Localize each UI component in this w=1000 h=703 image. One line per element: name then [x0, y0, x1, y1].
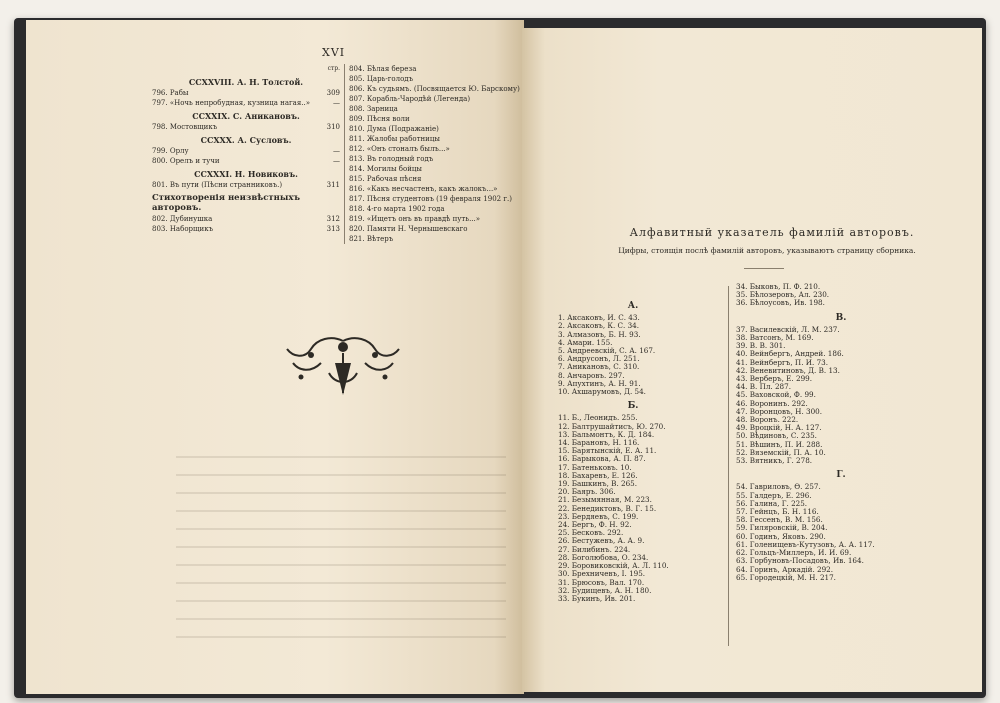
- toc-entry: [349, 134, 539, 144]
- letter-heading: В.: [835, 312, 847, 323]
- index-entry: 28. Боголюбова, О. 234.: [558, 552, 649, 562]
- toc-entry-title: [349, 194, 512, 204]
- toc-entry: [349, 224, 539, 234]
- toc-entry-text: Жалобы работницы: [366, 135, 440, 143]
- toc-entry-number: 818.: [349, 205, 365, 213]
- toc-column-1: [152, 64, 340, 234]
- index-entry: 42. Веневитиновъ, Д. В. 13.: [736, 365, 840, 375]
- toc-column-2: [344, 64, 539, 244]
- letter-heading: Б.: [627, 401, 639, 412]
- toc-entry-number: 797.: [152, 99, 168, 107]
- section-heading: CCXXIX. С. Аникановъ.: [192, 111, 300, 121]
- index-entry: 10. Ахшарумовъ, Д. 54.: [558, 387, 646, 397]
- toc-entry-number: 814.: [349, 165, 365, 173]
- toc-entry: [349, 174, 539, 184]
- toc-entry: [349, 84, 539, 94]
- column-divider: [728, 286, 729, 646]
- toc-entry-text: «Ночь непробудная, кузница нагая..»: [169, 99, 310, 107]
- toc-entry-title: [152, 156, 220, 166]
- toc-entry: [349, 94, 539, 104]
- toc-entry-title: [349, 134, 440, 144]
- index-entry: 22. Бенедиктовъ, В. Г. 15.: [558, 503, 657, 513]
- index-entry: 8. Анчаровъ. 297.: [558, 370, 625, 380]
- toc-entry-number: 816.: [349, 185, 365, 193]
- toc-entry-number: 809.: [349, 115, 365, 123]
- index-entry: 1. Аксаковъ, И. С. 43.: [558, 313, 640, 323]
- index-entry: 24. Бергъ, Ф. Н. 92.: [558, 520, 632, 530]
- index-entry: 48. Воронъ. 222.: [736, 415, 799, 425]
- toc-entry-text: «Онъ стоналъ былъ...»: [366, 145, 450, 153]
- toc-entry-title: [349, 204, 445, 214]
- toc-entry-title: [349, 164, 422, 174]
- toc-entry-number: 810.: [349, 125, 365, 133]
- index-entry: 33. Букинъ, Ив. 201.: [558, 593, 636, 603]
- index-column-1: [558, 296, 708, 603]
- index-entry: 31. Брюсовъ, Вал. 170.: [558, 577, 645, 587]
- toc-entry-number: 804.: [349, 65, 365, 73]
- toc-entry: [349, 64, 539, 74]
- toc-entry-page: 311: [326, 181, 340, 189]
- toc-entry-number: 819.: [349, 215, 365, 223]
- index-entry: 62. Гольцъ-Миллеръ, И. И. 69.: [736, 548, 852, 558]
- index-entry: 7. Аникановъ, С. 310.: [558, 362, 640, 372]
- toc-entry-number: 802.: [152, 215, 168, 223]
- toc-entry-text: Царь-голодъ: [366, 75, 414, 83]
- toc-entry-number: 796.: [152, 89, 168, 97]
- index-entry: 34. Быковъ, П. Ф. 210.: [736, 282, 821, 291]
- index-entry: 52. Вяземскій, П. А. 10.: [736, 447, 826, 457]
- index-entry: 57. Гейнцъ, Б. Н. 116.: [736, 507, 819, 517]
- toc-entry-title: [152, 214, 212, 224]
- section-heading: CCXXX. А. Сусловъ.: [200, 135, 292, 145]
- index-entry: 39. В. В. 301.: [736, 341, 786, 351]
- toc-entry: [152, 98, 340, 108]
- toc-entry-title: [349, 184, 497, 194]
- index-subtitle: Цифры, стоящія послѣ фамилій авторовъ, указываютъ страницу сборника.: [618, 246, 916, 255]
- index-entry: 54. Гавриловъ, Ѳ. 257.: [736, 482, 821, 492]
- index-entry: 25. Бесковъ. 292.: [558, 528, 624, 538]
- toc-entry: [349, 154, 539, 164]
- page-column-label: стр.: [327, 65, 340, 72]
- letter-heading: А.: [627, 301, 639, 311]
- index-entry: 21. Безымянная, М. 223.: [558, 495, 652, 505]
- toc-entry: [152, 180, 340, 190]
- index-entry: 18. Бахаревъ, Е. 126.: [558, 470, 638, 480]
- index-entry: 38. Ватсонъ, М. 169.: [736, 333, 814, 343]
- toc-entry-text: Памяти Н. Чернышевскаго: [366, 225, 468, 233]
- toc-entry-title: [349, 124, 439, 134]
- section-heading: CCXXXI. Н. Новиковъ.: [194, 169, 298, 179]
- ornament-icon: [281, 333, 405, 399]
- toc-entry: [349, 214, 539, 224]
- toc-entry: [152, 88, 340, 98]
- toc-entry-page: 312: [326, 215, 340, 223]
- toc-entry-title: [349, 104, 398, 114]
- toc-entry: [349, 184, 539, 194]
- index-entry: 64. Горинъ, Аркадій. 292.: [736, 564, 834, 574]
- toc-entry: [152, 224, 340, 234]
- index-title: Алфавитный указатель фамилій авторовъ.: [629, 226, 915, 239]
- index-entry: 41. Вейнбергъ, П. И. 73.: [736, 357, 829, 367]
- letter-heading: Г.: [836, 470, 846, 481]
- toc-entry-text: Пѣсня воли: [366, 115, 410, 123]
- toc-entry-text: Зарница: [366, 105, 398, 113]
- index-entry: 20. Баяръ. 306.: [558, 487, 616, 497]
- toc-entry-number: 807.: [349, 95, 365, 103]
- toc-entry-text: Дубинушка: [169, 215, 213, 223]
- toc-entry-text: Наборщикъ: [169, 225, 214, 233]
- index-entry: 56. Галина, Г. 225.: [736, 498, 808, 508]
- toc-entry-number: 813.: [349, 155, 365, 163]
- toc-entry-number: 806.: [349, 85, 365, 93]
- toc-entry-text: Въ пути (Пѣсни странниковъ.): [169, 181, 283, 189]
- index-entry: 44. В. Пл. 287.: [736, 382, 791, 392]
- toc-entry-title: [349, 154, 433, 164]
- toc-entry-title: [152, 180, 282, 190]
- toc-entry-title: [152, 224, 213, 234]
- toc-entry-text: Рабы: [169, 89, 189, 97]
- section-heading: Стихотворенія неизвѣстныхъ авторовъ.: [152, 193, 300, 213]
- toc-entry-title: [349, 224, 468, 234]
- index-entry: 9. Апухтинъ, А. Н. 91.: [558, 378, 641, 388]
- toc-entry-text: Къ судьямъ. (Посвящается Ю. Барскому): [366, 85, 520, 93]
- index-entry: 46. Воронинъ. 292.: [736, 398, 808, 408]
- toc-entry-number: 815.: [349, 175, 365, 183]
- index-entry: 36. Бѣлоусовъ, Ив. 198.: [736, 298, 825, 308]
- toc-entry-number: 801.: [152, 181, 168, 189]
- index-entry: 37. Василевскій, Л. М. 237.: [736, 324, 840, 334]
- index-column-2: [736, 283, 946, 582]
- toc-entry-title: [349, 84, 520, 94]
- toc-entry-text: Бѣлая береза: [366, 65, 417, 73]
- index-entry: 11. Б., Леонидъ. 255.: [558, 413, 638, 423]
- index-entry: 17. Батеньковъ. 10.: [558, 462, 632, 472]
- index-entry: 2. Аксаковъ, К. С. 34.: [558, 321, 640, 331]
- toc-entry-text: 4-го марта 1902 года: [366, 205, 445, 213]
- index-entry: 3. Алмазовъ, Б. Н. 93.: [558, 329, 641, 339]
- toc-entry-page: —: [333, 147, 340, 155]
- toc-entry-number: 799.: [152, 147, 168, 155]
- index-entry: 61. Голенищевъ-Кутузовъ, А. А. 117.: [736, 539, 875, 549]
- index-entry: 59. Гиляровскій, В. 204.: [736, 523, 828, 533]
- toc-entry-text: Мостовщикъ: [169, 123, 218, 131]
- toc-entry: [349, 204, 539, 214]
- index-entry: 51. Вѣшинъ, П. И. 288.: [736, 439, 823, 449]
- index-entry: 63. Горбуновъ-Посадовъ, Ив. 164.: [736, 556, 864, 566]
- toc-entry-text: Орелъ и тучи: [169, 157, 220, 165]
- index-entry: 16. Барыкова, А. П. 87.: [558, 454, 646, 464]
- index-entry: 5. Андреевскій, С. А. 167.: [558, 346, 656, 356]
- page-number: XVI: [322, 46, 346, 59]
- index-entry: 30. Брехничевъ, І. 195.: [558, 569, 646, 579]
- toc-entry: [152, 214, 340, 224]
- toc-entry-number: 821.: [349, 235, 365, 243]
- toc-entry-page: 309: [326, 89, 340, 97]
- toc-entry: [349, 164, 539, 174]
- index-entry: 50. Вѣдиновъ, С. 235.: [736, 431, 817, 441]
- toc-entry: [349, 114, 539, 124]
- toc-entry-text: Рабочая пѣсня: [366, 175, 422, 183]
- index-entry: 60. Годинъ, Яковъ. 290.: [736, 531, 826, 541]
- toc-entry: [152, 156, 340, 166]
- toc-entry-page: 310: [326, 123, 340, 131]
- toc-entry-page: 313: [326, 225, 340, 233]
- index-entry: 29. Боровиковскій, А. Л. 110.: [558, 561, 669, 571]
- toc-entry: [349, 104, 539, 114]
- index-entry: 19. Башкинъ, В. 265.: [558, 479, 638, 489]
- section-heading: CCXXVIII. А. Н. Толстой.: [188, 77, 304, 87]
- toc-entry-number: 811.: [349, 135, 365, 143]
- toc-entry: [152, 122, 340, 132]
- index-entry: 65. Городецкій, М. Н. 217.: [736, 572, 836, 582]
- index-entry: 13. Бальмонтъ, К. Д. 184.: [558, 429, 655, 439]
- toc-entry-title: [349, 174, 421, 184]
- toc-entry-text: Вѣтеръ: [366, 235, 394, 243]
- toc-entry-title: [349, 64, 416, 74]
- index-entry: 27. Билибинъ. 224.: [558, 544, 631, 554]
- show-through-text: [176, 440, 506, 640]
- toc-entry-text: Корабль-Чародѣй (Легенда): [366, 95, 471, 103]
- index-entry: 32. Будищевъ, А. Н. 180.: [558, 585, 652, 595]
- toc-entry-number: 817.: [349, 195, 365, 203]
- index-entry: 49. Вроцкій, Н. А. 127.: [736, 423, 822, 433]
- toc-entry-number: 820.: [349, 225, 365, 233]
- toc-entry-title: [152, 122, 217, 132]
- index-entry: 15. Барятынскій, Е. А. 11.: [558, 446, 657, 456]
- index-entry: 53. Вятникъ, Г. 278.: [736, 456, 813, 466]
- toc-entry-text: Могилы бойцы: [366, 165, 422, 173]
- toc-entry-number: 803.: [152, 225, 168, 233]
- toc-entry-number: 800.: [152, 157, 168, 165]
- index-entry: 23. Бердяевъ, С. 199.: [558, 511, 639, 521]
- toc-entry-text: «Какъ несчастенъ, какъ жалокъ...»: [366, 185, 498, 193]
- toc-entry-page: —: [333, 157, 340, 165]
- toc-entry: [349, 74, 539, 84]
- toc-entry: [349, 234, 539, 244]
- toc-entry-title: [152, 146, 189, 156]
- toc-entry: [152, 146, 340, 156]
- toc-entry-text: «Ищетъ онъ въ правдѣ путь...»: [366, 215, 481, 223]
- toc-entry-number: 808.: [349, 105, 365, 113]
- toc-entry: [349, 144, 539, 154]
- index-entry: 58. Гессенъ, В. М. 156.: [736, 515, 823, 525]
- toc-entry-text: Орлу: [169, 147, 189, 155]
- toc-entry-title: [349, 214, 480, 224]
- index-entry: 40. Вейнбергъ, Андрей. 186.: [736, 349, 844, 359]
- index-entry: 6. Андрусонъ, Л. 251.: [558, 354, 640, 364]
- toc-entry-title: [349, 114, 410, 124]
- toc-entry-title: [349, 144, 450, 154]
- toc-entry-text: Пѣсня студентовъ (19 февраля 1902 г.): [366, 195, 512, 203]
- divider: [744, 268, 784, 269]
- toc-entry-number: 798.: [152, 123, 168, 131]
- toc-entry: [349, 194, 539, 204]
- toc-entry-title: [349, 94, 470, 104]
- toc-entry: [349, 124, 539, 134]
- index-entry: 55. Галдеръ, Е. 296.: [736, 490, 812, 500]
- index-entry: 47. Воронцовъ, Н. 300.: [736, 406, 823, 416]
- toc-entry-title: [349, 234, 393, 244]
- left-page: [26, 20, 524, 694]
- index-entry: 4. Амари. 155.: [558, 337, 613, 347]
- toc-entry-title: [152, 88, 189, 98]
- toc-entry-text: Въ голодный годъ: [366, 155, 434, 163]
- toc-entry-text: Дума (Подражаніе): [366, 125, 439, 133]
- index-entry: 26. Бестужевъ, А. А. 9.: [558, 536, 645, 546]
- right-page: [522, 28, 982, 692]
- toc-entry-title: [152, 98, 310, 108]
- toc-entry-page: —: [333, 99, 340, 107]
- toc-entry-number: 812.: [349, 145, 365, 153]
- index-entry: 45. Ваховской, Ф. 99.: [736, 390, 816, 400]
- toc-entry-title: [349, 74, 413, 84]
- index-entry: 35. Бѣлозеровъ, Ал. 230.: [736, 290, 830, 300]
- index-entry: 14. Барановъ, Н. 116.: [558, 438, 640, 448]
- index-entry: 12. Балтрушайтисъ, Ю. 270.: [558, 421, 666, 431]
- index-entry: 43. Верберъ, Е. 299.: [736, 374, 812, 384]
- toc-entry-number: 805.: [349, 75, 365, 83]
